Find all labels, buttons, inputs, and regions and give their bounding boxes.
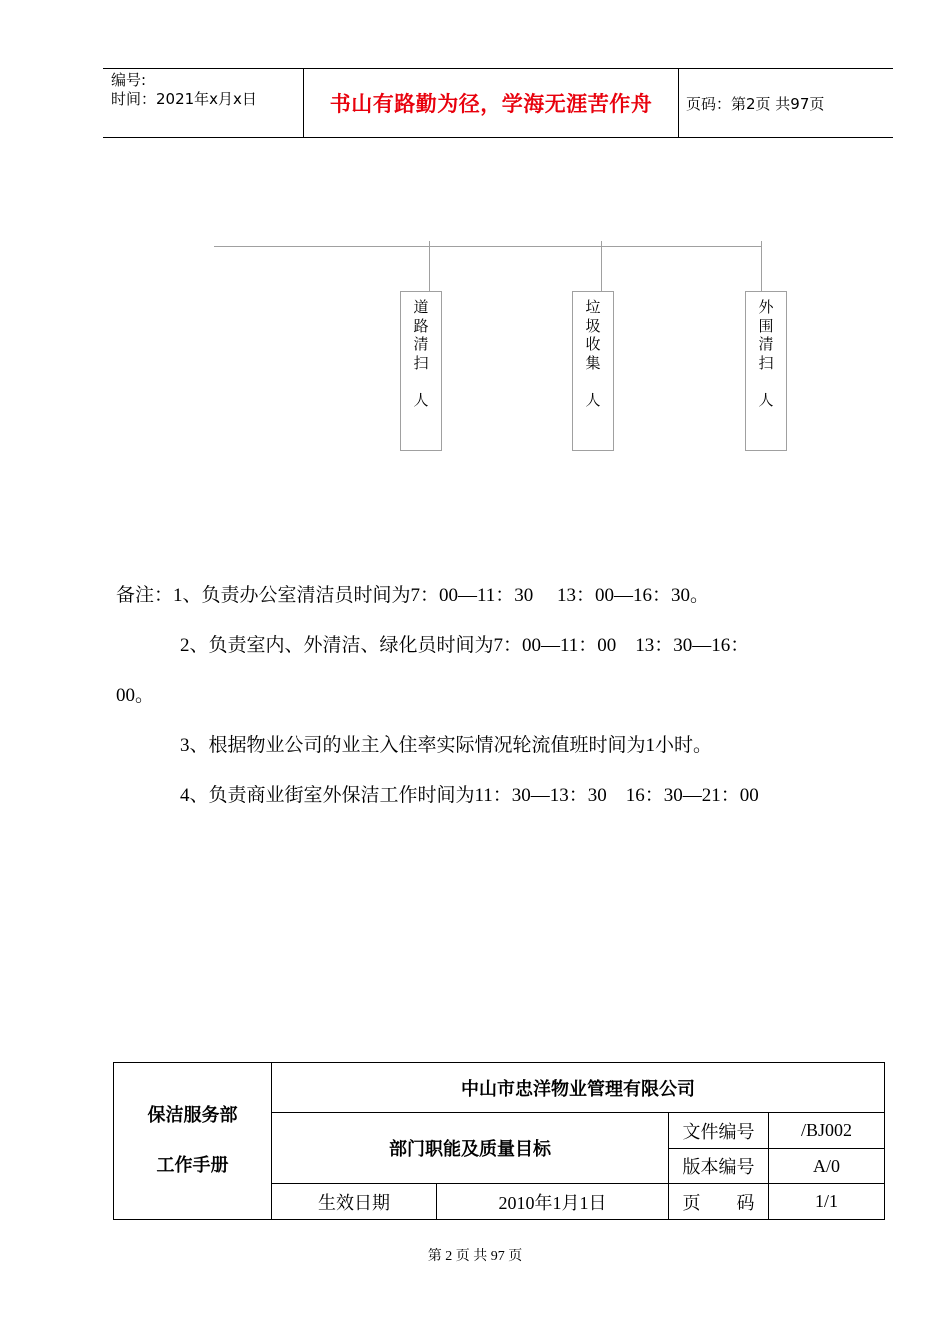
effective-date-value: 2010年1月1日	[437, 1184, 669, 1220]
note-line-4: 4、负责商业街室外保洁工作时间为11：30—13：30 16：30—21：00	[180, 785, 759, 806]
note-line-2-continued: 00。	[116, 685, 155, 706]
company-name: 中山市忠洋物业管理有限公司	[272, 1063, 885, 1113]
org-box-road-sweeper: 道 路 清 扫 人	[400, 291, 442, 451]
note-line-1: 备注：1、负责办公室清洁员时间为7：00—11：30 13：00—16：30。	[116, 585, 710, 606]
note-line-3: 3、根据物业公司的业主入住率实际情况轮流值班时间为1小时。	[180, 735, 713, 756]
version-label: 版本编号	[669, 1149, 769, 1184]
file-number-value: /BJ002	[769, 1113, 885, 1149]
org-chart-connector	[429, 241, 430, 291]
effective-date-label: 生效日期	[272, 1184, 437, 1220]
page-value: 1/1	[769, 1184, 885, 1220]
header-number: 编号:	[111, 71, 147, 89]
header-divider	[678, 69, 679, 137]
document-control-table	[113, 1062, 885, 1220]
file-number-label: 文件编号	[669, 1113, 769, 1149]
version-value: A/0	[769, 1149, 885, 1184]
page-footer-number: 第 2 页 共 97 页	[427, 1249, 523, 1264]
header-motto: 书山有路勤为径，学海无涯苦作舟	[329, 92, 653, 116]
org-chart-connector	[761, 241, 762, 291]
header-meta	[111, 71, 257, 109]
document-title: 部门职能及质量目标	[272, 1113, 669, 1184]
header-page-number: 页码：第2页 共97页	[686, 95, 825, 113]
org-box-garbage-collector: 垃 圾 收 集 人	[572, 291, 614, 451]
org-box-perimeter-sweeper: 外 围 清 扫 人	[745, 291, 787, 451]
org-chart-connector	[601, 241, 602, 291]
org-chart-connector	[214, 246, 762, 247]
header-time: 时间：2021年x月x日	[111, 90, 257, 108]
department-cell: 保洁服务部 工作手册	[114, 1063, 272, 1220]
page-label: 页 码	[669, 1184, 769, 1220]
page-header	[103, 68, 893, 138]
note-line-2: 2、负责室内、外清洁、绿化员时间为7：00—11：00 13：30—16：	[180, 635, 750, 656]
